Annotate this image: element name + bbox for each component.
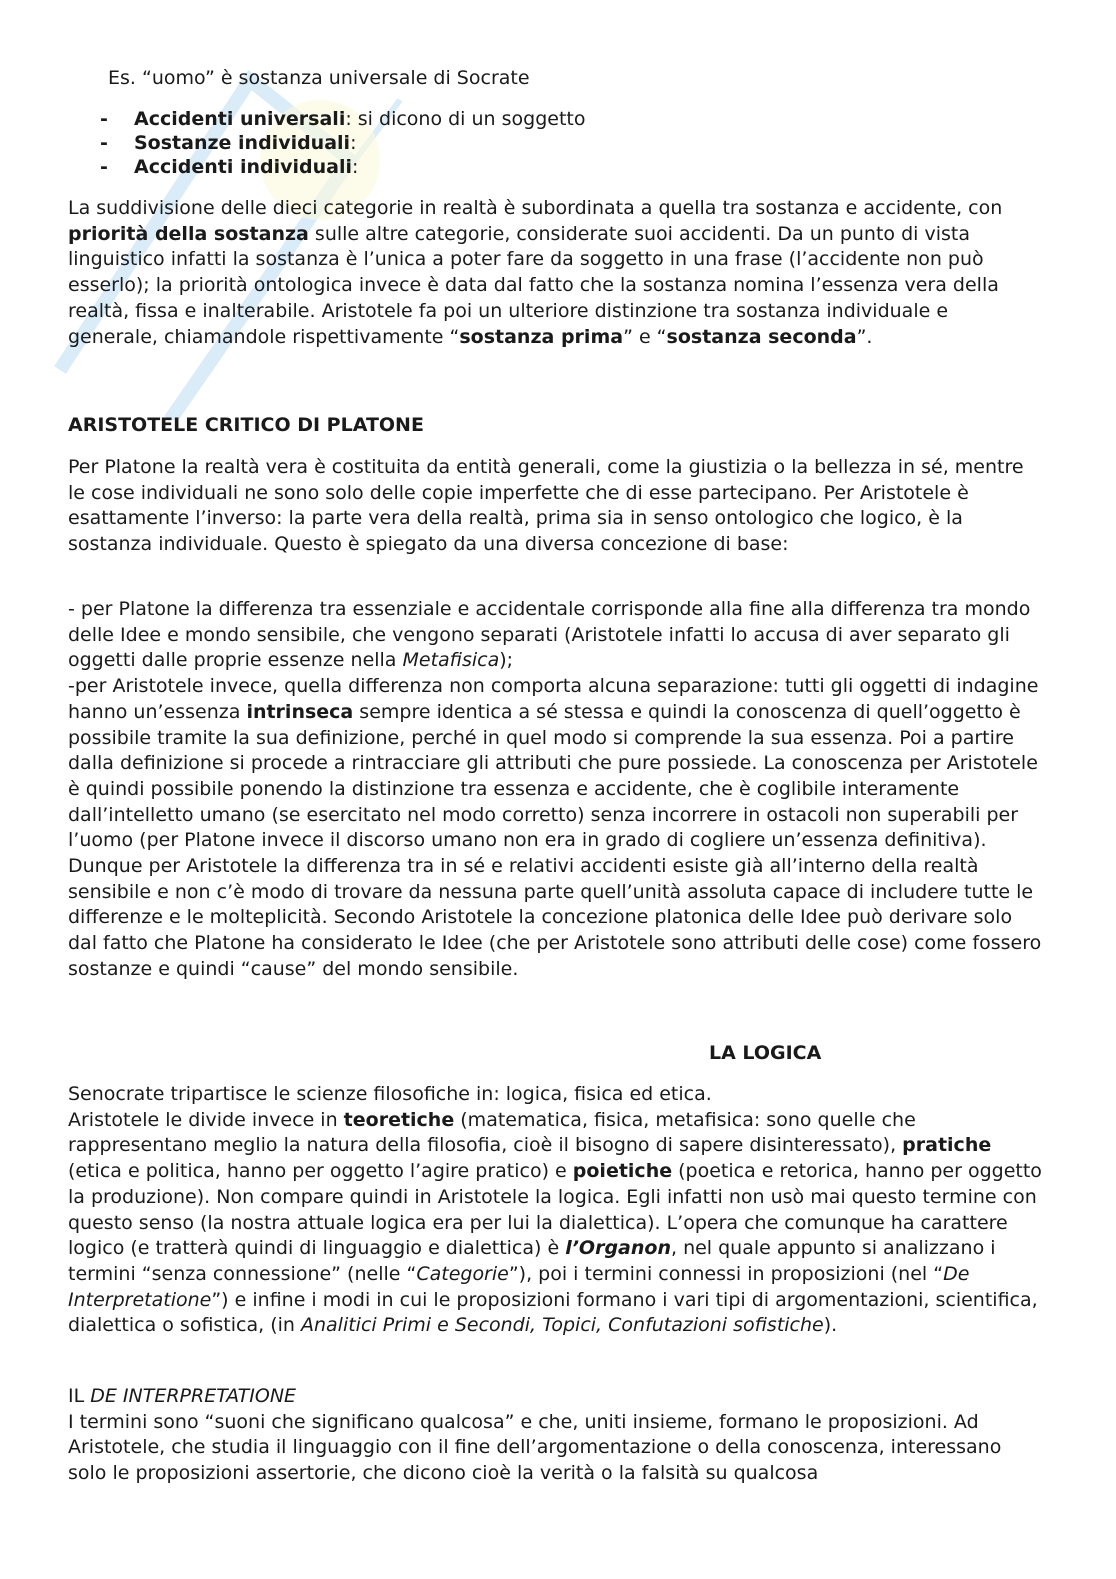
section-heading-critico: ARISTOTELE CRITICO DI PLATONE xyxy=(68,414,424,436)
list-item: - Accidenti universali: si dicono di un soggetto xyxy=(100,108,586,130)
paragraph-differenza: - per Platone la differenza tra essenziale e accidentale corrisponde alla fine alla differenza tra mondo delle Idee e mondo sensibile, che vengono separati (Aristotele infatti lo accusa di aver separato gli oggetti dalle proprie essenze nella Metafisica); -per Aristotele invece, quella differenza non comporta alcuna separazione: tutti gli oggetti di indagine hanno un’essenza intrinseca sempre identica a sé stessa e quindi la conoscenza di quell’oggetto è possibile tramite la sua definizione, perché in quel modo si comprende la sua essenza. Poi a partire dalla definizione si procede a rintracciare gli attributi che pure possiede. La conoscenza per Aristotele è quindi possibile ponendo la distinzione tra essenza e accidente, che è coglibile interamente dall’intelletto umano (se esercitato nel modo corretto) senza incorrere in ostacoli non superabili per l’uomo (per Platone invece il discorso umano non era in grado di cogliere un’essenza definitiva). Dunque per Aristotele la differenza tra in sé e relativi accidenti esiste già all’interno della realtà sensibile e non c’è modo di trovare da nessuna parte quell’unità assoluta capace di includere tutte le differenze e le molteplicità. Secondo Aristotele la concezione platonica delle Idee può derivare solo dal fatto che Platone ha considerato le Idee (che per Aristotele sono attributi delle cose) come fossero sostanze e quindi “cause” del mondo sensibile. xyxy=(68,598,1042,980)
list-item: - Accidenti individuali: xyxy=(100,156,359,178)
list-item: - Sostanze individuali: xyxy=(100,132,357,154)
intro-example: Es. “uomo” è sostanza universale di Socrate xyxy=(108,67,530,89)
section-heading-logica: LA LOGICA xyxy=(709,1042,822,1064)
paragraph-platone: Per Platone la realtà vera è costituita da entità generali, come la giustizia o la bellezza in sé, mentre le cose individuali ne sono solo delle copie imperfette che di esse partecipano. Per Aristotele è esattamente l’inverso: la parte vera della realtà, prima sia in senso ontologico che logico, è la sostanza individuale. Questo è spiegato da una diversa concezione di base: xyxy=(68,456,1024,556)
paragraph-categories: La suddivisione delle dieci categorie in realtà è subordinata a quella tra sostanza e accidente, con priorità della sostanza sulle altre categorie, considerate suoi accidenti. Da un punto di vista linguistico infatti la sostanza è l’unica a poter fare da soggetto in una frase (l’accidente non può esserlo); la priorità ontologica invece è data dal fatto che la sostanza nomina l’essenza vera della realtà, fissa e inalterabile. Aristotele fa poi un ulteriore distinzione tra sostanza individuale e generale, chiamandole rispettivamente “sostanza prima” e “sostanza seconda”. xyxy=(68,197,1003,348)
paragraph-logica: Senocrate tripartisce le scienze filosofiche in: logica, fisica ed etica. Aristotele le divide invece in teoretiche (matematica, fisica, metafisica: sono quelle che rappresentano meglio la natura della filosofia, cioè il bisogno di sapere disinteressato), pratiche (etica e politica, hanno per oggetto l’agire pratico) e poietiche (poetica e retorica, hanno per oggetto la produzione). Non compare quindi in Aristotele la logica. Egli infatti non usò mai questo termine con questo senso (la nostra attuale logica era per lui la dialettica). L’opera che comunque ha carattere logico (e tratterà quindi di linguaggio e dialettica) è l’Organon, nel quale appunto si analizzano i termini “senza connessione” (nelle “Categorie”), poi i termini connessi in proposizioni (nel “De Interpretatione”) e infine i modi in cui le proposizioni formano i vari tipi di argomentazioni, scientifica, dialettica o sofistica, (in Analitici Primi e Secondi, Topici, Confutazioni sofistiche). xyxy=(68,1083,1042,1337)
paragraph-de-interpretatione: IL DE INTERPRETATIONE I termini sono “suoni che significano qualcosa” e che, uniti insieme, formano le proposizioni. Ad Aristotele, che studia il linguaggio con il fine dell’argomentazione o della conoscenza, interessano solo le proposizioni assertorie, che dicono cioè la verità o la falsità su qualcosa xyxy=(68,1385,1002,1485)
bullet-list xyxy=(100,107,585,179)
